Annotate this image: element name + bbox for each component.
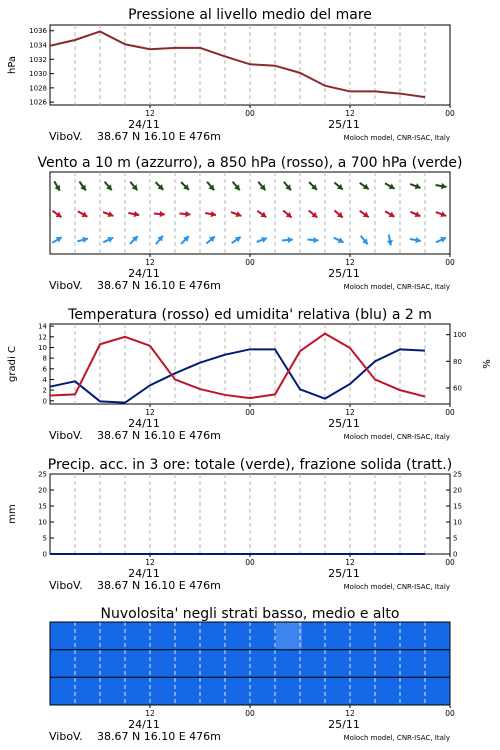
model-credit: Moloch model, CNR-ISAC, Italy xyxy=(343,433,450,441)
wind-arrow-850hPa-10 xyxy=(309,210,317,217)
wind-arrow-10m-0 xyxy=(52,237,62,243)
date-label-1: 25/11 xyxy=(328,567,360,580)
wind-arrow-850hPa-3 xyxy=(128,211,139,217)
location-name: ViboV. xyxy=(49,130,83,143)
y-tick-label-0: 1026 xyxy=(29,98,47,107)
pressure-x-ticks xyxy=(49,105,455,143)
date-label-0: 24/11 xyxy=(128,267,160,280)
location-name: ViboV. xyxy=(49,579,83,592)
wind-arrow-700hPa-6 xyxy=(207,182,214,190)
y-tick-label-2: 10 xyxy=(38,518,47,527)
wind-arrow-10m-10 xyxy=(308,237,319,243)
wind-arrow-850hPa-7 xyxy=(231,211,241,217)
location-coords: 38.67 N 16.10 E 476m xyxy=(97,130,221,143)
x-tick-label-1: 00 xyxy=(245,109,255,118)
precip-frame xyxy=(50,474,450,554)
precip-y-label: mm xyxy=(7,504,18,524)
x-tick-label-2: 12 xyxy=(345,258,355,267)
cloud-x-ticks xyxy=(49,705,455,743)
date-label-1: 25/11 xyxy=(328,267,360,280)
y-tick-label-4: 20 xyxy=(38,486,47,495)
wind-arrow-10m-15 xyxy=(436,237,446,243)
wind-arrow-850hPa-0 xyxy=(52,211,61,217)
model-credit: Moloch model, CNR-ISAC, Italy xyxy=(343,134,450,142)
wind-arrow-700hPa-3 xyxy=(130,182,137,190)
x-tick-label-1: 00 xyxy=(245,558,255,567)
x-tick-label-0: 12 xyxy=(145,109,155,118)
precip-title: Precip. acc. in 3 ore: totale (verde), frazione solida (tratt.) xyxy=(47,457,453,473)
wind-arrow-700hPa-8 xyxy=(258,182,265,190)
y-tick-label-6: 12 xyxy=(38,333,47,342)
temperature-panel xyxy=(7,307,493,442)
wind-arrow-850hPa-13 xyxy=(385,211,395,217)
temperature-x-ticks xyxy=(49,404,455,442)
wind-arrow-700hPa-14 xyxy=(410,183,420,189)
y-tick-label-2: 1030 xyxy=(29,70,47,79)
wind-arrow-10m-8 xyxy=(257,237,267,243)
y2-tick-label-4: 20 xyxy=(453,486,462,495)
location-coords: 38.67 N 16.10 E 476m xyxy=(97,730,221,743)
model-credit: Moloch model, CNR-ISAC, Italy xyxy=(343,283,450,291)
wind-arrows xyxy=(52,181,446,245)
x-tick-label-1: 00 xyxy=(245,408,255,417)
wind-arrow-850hPa-5 xyxy=(180,211,191,217)
y-tick-label-1: 2 xyxy=(42,386,47,395)
wind-arrow-10m-11 xyxy=(334,237,344,243)
location-coords: 38.67 N 16.10 E 476m xyxy=(97,579,221,592)
x-tick-label-1: 00 xyxy=(245,258,255,267)
location-name: ViboV. xyxy=(49,429,83,442)
cloud-title: Nuvolosita' negli strati basso, medio e alto xyxy=(100,606,400,622)
wind-arrow-700hPa-7 xyxy=(233,182,240,190)
wind-arrow-10m-3 xyxy=(130,236,138,244)
cloud-panel xyxy=(49,606,455,743)
humidity-y-ticks xyxy=(446,331,466,392)
y-tick-label-0: 0 xyxy=(42,550,47,559)
y-tick-label-5: 1036 xyxy=(29,27,47,36)
wind-arrow-10m-5 xyxy=(181,236,189,244)
y-tick-label-5: 10 xyxy=(38,343,47,352)
precip-panel xyxy=(7,457,462,592)
wind-arrow-700hPa-4 xyxy=(156,182,164,190)
y-tick-label-0: 0 xyxy=(42,397,47,406)
wind-arrow-700hPa-15 xyxy=(436,183,447,189)
wind-arrow-10m-6 xyxy=(206,236,214,243)
wind-arrow-700hPa-0 xyxy=(54,181,60,191)
temperature-frame xyxy=(50,324,450,404)
wind-arrow-10m-1 xyxy=(77,237,88,243)
precip-y-ticks-right xyxy=(446,471,462,559)
y-tick-label-4: 8 xyxy=(42,354,47,363)
humidity-y-label: % xyxy=(482,359,493,369)
y2-tick-label-3: 15 xyxy=(453,502,462,511)
x-tick-label-0: 12 xyxy=(145,558,155,567)
y2-tick-label-2: 10 xyxy=(453,518,462,527)
wind-x-ticks xyxy=(49,254,455,292)
pressure-y-label: hPa xyxy=(7,55,18,75)
wind-arrow-700hPa-5 xyxy=(181,182,189,190)
wind-arrow-10m-4 xyxy=(156,236,163,244)
x-tick-label-3: 00 xyxy=(445,558,455,567)
pressure-line xyxy=(50,31,425,97)
y2-tick-label-2: 100 xyxy=(453,331,467,340)
x-tick-label-3: 00 xyxy=(445,709,455,718)
wind-arrow-700hPa-11 xyxy=(334,182,342,189)
temperature-y-label: gradi C xyxy=(7,346,18,382)
date-label-1: 25/11 xyxy=(328,118,360,131)
wind-arrow-10m-9 xyxy=(282,237,293,243)
x-tick-label-2: 12 xyxy=(345,109,355,118)
date-label-1: 25/11 xyxy=(328,718,360,731)
y2-tick-label-5: 25 xyxy=(453,470,462,479)
y-tick-label-3: 15 xyxy=(38,502,47,511)
location-name: ViboV. xyxy=(49,730,83,743)
wind-arrow-700hPa-12 xyxy=(360,183,369,189)
pressure-title: Pressione al livello medio del mare xyxy=(128,7,372,23)
wind-arrow-head xyxy=(288,237,293,243)
date-label-0: 24/11 xyxy=(128,417,160,430)
y-tick-label-5: 25 xyxy=(38,470,47,479)
x-tick-label-3: 00 xyxy=(445,408,455,417)
x-tick-label-1: 00 xyxy=(245,709,255,718)
location-name: ViboV. xyxy=(49,279,83,292)
x-tick-label-0: 12 xyxy=(145,258,155,267)
wind-arrow-10m-13 xyxy=(387,235,393,246)
date-label-0: 24/11 xyxy=(128,567,160,580)
y-tick-label-1: 1028 xyxy=(29,84,47,93)
wind-arrow-850hPa-8 xyxy=(257,211,266,217)
wind-panel xyxy=(37,155,462,292)
model-credit: Moloch model, CNR-ISAC, Italy xyxy=(343,583,450,591)
wind-arrow-700hPa-13 xyxy=(385,183,395,189)
location-coords: 38.67 N 16.10 E 476m xyxy=(97,279,221,292)
wind-arrow-head xyxy=(82,237,88,243)
wind-arrow-head xyxy=(185,211,190,217)
wind-arrow-head xyxy=(313,237,318,243)
wind-arrow-850hPa-14 xyxy=(410,211,420,217)
model-credit: Moloch model, CNR-ISAC, Italy xyxy=(343,734,450,742)
wind-gridlines xyxy=(75,172,425,254)
wind-arrow-850hPa-1 xyxy=(78,211,88,217)
y2-tick-label-1: 5 xyxy=(453,534,458,543)
x-tick-label-0: 12 xyxy=(145,408,155,417)
wind-arrow-850hPa-2 xyxy=(103,211,113,217)
location-coords: 38.67 N 16.10 E 476m xyxy=(97,429,221,442)
wind-title: Vento a 10 m (azzurro), a 850 hPa (rosso), a 700 hPa (verde) xyxy=(37,155,463,171)
wind-arrow-700hPa-10 xyxy=(309,182,317,190)
precip-y-ticks xyxy=(38,471,54,559)
x-tick-label-2: 12 xyxy=(345,709,355,718)
x-tick-label-2: 12 xyxy=(345,408,355,417)
wind-arrow-850hPa-4 xyxy=(154,211,165,217)
wind-arrow-850hPa-12 xyxy=(360,211,369,217)
x-tick-label-3: 00 xyxy=(445,258,455,267)
wind-arrow-850hPa-9 xyxy=(283,210,291,217)
wind-arrow-head xyxy=(160,211,165,217)
humidity-line xyxy=(50,349,425,402)
y-tick-label-3: 6 xyxy=(42,365,47,374)
temperature-y-ticks xyxy=(38,323,54,406)
y-tick-label-1: 5 xyxy=(42,534,47,543)
wind-arrow-700hPa-9 xyxy=(284,182,291,190)
x-tick-label-0: 12 xyxy=(145,709,155,718)
cloud-cell-light xyxy=(276,622,302,649)
y-tick-label-7: 14 xyxy=(38,322,47,331)
wind-arrow-10m-2 xyxy=(103,237,113,243)
y-tick-label-3: 1032 xyxy=(29,55,47,64)
precip-x-ticks xyxy=(49,554,455,592)
x-tick-label-3: 00 xyxy=(445,109,455,118)
wind-arrow-10m-12 xyxy=(361,236,368,244)
date-label-1: 25/11 xyxy=(328,417,360,430)
y2-tick-label-0: 0 xyxy=(453,550,458,559)
wind-arrow-700hPa-2 xyxy=(105,182,112,190)
wind-arrow-850hPa-15 xyxy=(436,211,446,217)
date-label-0: 24/11 xyxy=(128,118,160,131)
temperature-title: Temperatura (rosso) ed umidita' relativa (blu) a 2 m xyxy=(68,307,432,323)
wind-arrow-700hPa-1 xyxy=(79,181,85,190)
x-tick-label-2: 12 xyxy=(345,558,355,567)
precip-gridlines xyxy=(75,474,425,554)
y-tick-label-2: 4 xyxy=(42,375,47,384)
y-tick-label-4: 1034 xyxy=(29,41,47,50)
wind-arrow-850hPa-6 xyxy=(205,211,216,217)
date-label-0: 24/11 xyxy=(128,718,160,731)
y2-tick-label-0: 60 xyxy=(453,384,462,393)
y2-tick-label-1: 80 xyxy=(453,357,462,366)
wind-arrow-10m-14 xyxy=(410,237,421,243)
wind-arrow-850hPa-11 xyxy=(334,210,342,217)
wind-arrow-10m-7 xyxy=(232,237,241,243)
pressure-panel xyxy=(7,7,455,143)
